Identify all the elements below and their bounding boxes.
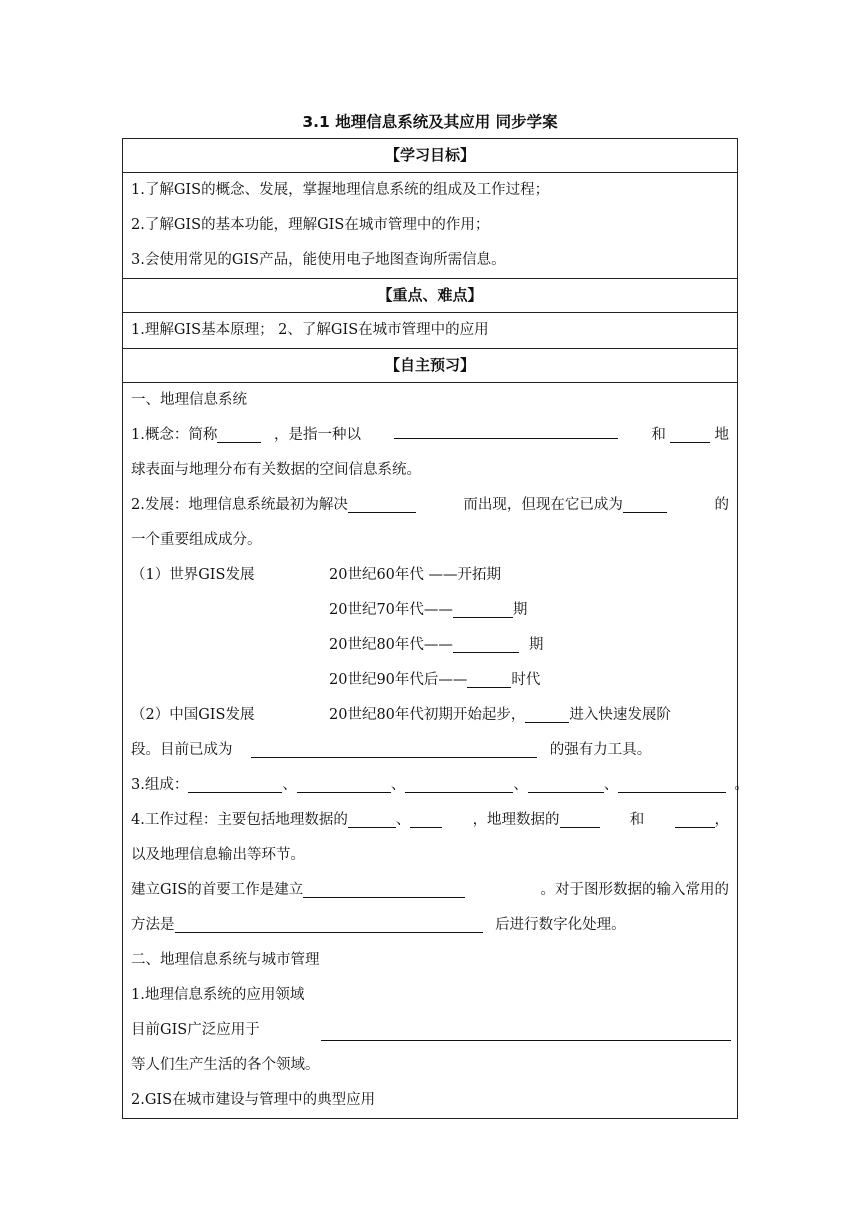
build-line [131,908,729,943]
blank [528,772,604,793]
concept-cont: 球表面与地理分布有关数据的空间信息系统。 [131,462,421,478]
blank [297,772,391,793]
proc-text: 4.工作过程：主要包括地理数据的 [131,812,348,828]
preview-header: 【自主预习】 [123,349,737,383]
blank [453,632,519,653]
develop-text: 而出现，但现在它已成为 [463,497,623,513]
comp-end: 。 [734,777,749,793]
comp-text: 3.组成： [131,777,189,793]
blank [405,772,513,793]
build-text: 方法是 [131,917,175,933]
goals-header: 【学习目标】 [123,139,737,173]
blank [348,807,396,828]
comp-sep: 、 [513,777,528,793]
comp-sep: 、 [282,777,297,793]
section-heading: 一、地理信息系统 [131,392,247,408]
blank [670,422,710,443]
blank [217,422,261,443]
blank [321,1020,731,1041]
blank [618,772,726,793]
blank [623,492,667,513]
focus-section [123,313,737,349]
world-era: 20世纪70年代—— [329,602,453,618]
blank [467,667,511,688]
focus-header: 【重点、难点】 [123,279,737,313]
build-text: 建立GIS的首要工作是建立 [131,882,304,898]
build-text: 。对于图形数据的输入常用的 [540,882,729,898]
subheading: 1.地理信息系统的应用领域 [131,987,305,1003]
blank [410,807,442,828]
develop-text: 2.发展：地理信息系统最初为解决 [131,497,348,513]
concept-text: 地 [714,427,729,443]
world-row [131,558,729,593]
concept-text: ，是指一种以 [273,427,361,443]
china-text: 20世纪80年代初期开始起步， [329,707,526,723]
proc-sep: 、 [395,812,411,828]
proc-text: 和 [629,812,645,828]
focus-text: 1.理解GIS基本原理； 2、了解GIS在城市管理中的应用 [131,322,489,338]
concept-line [131,418,729,453]
application-cont: 等人们生产生活的各个领域。 [131,1057,320,1073]
app-text: 目前GIS广泛应用于 [131,1022,260,1038]
proc-text: ， [714,812,729,828]
blank [175,912,483,933]
china-row [131,733,729,768]
process-line [131,803,729,838]
develop-text: 的 [714,497,729,513]
china-text: 的强有力工具。 [549,742,652,758]
develop-line [131,488,729,523]
goal-item: 2.了解GIS的基本功能，理解GIS在城市管理中的作用； [131,217,490,233]
blank [525,702,569,723]
build-text: 后进行数字化处理。 [495,917,626,933]
blank [251,737,537,758]
world-row [131,663,729,698]
worksheet-table [122,138,749,1119]
goals-section [123,173,737,279]
components-line [131,768,749,803]
doc-title: 3.1 地理信息系统及其应用 同步学案 [302,113,558,131]
blank [303,877,465,898]
build-line [131,873,729,908]
world-era: 20世纪60年代 ——开拓期 [329,567,502,583]
application-line [131,1013,729,1048]
preview-section [123,383,749,1118]
concept-text: 1.概念：简称 [131,427,218,443]
proc-text: ，地理数据的 [472,812,560,828]
china-row [131,698,729,733]
world-era: 时代 [511,672,541,688]
concept-text: 和 [651,427,666,443]
subheading: 2.GIS在城市建设与管理中的典型应用 [131,1092,376,1108]
comp-sep: 、 [603,777,619,793]
blank [453,597,513,618]
world-row [131,628,729,663]
world-era: 20世纪90年代后—— [329,672,468,688]
china-text: 段。目前已成为 [131,742,233,758]
world-row [131,593,729,628]
world-era: 期 [512,602,528,618]
blank [560,807,600,828]
goal-item: 3.会使用常见的GIS产品，能使用电子地图查询所需信息。 [131,252,506,268]
section-heading: 二、地理信息系统与城市管理 [131,952,320,968]
comp-sep: 、 [390,777,406,793]
process-cont: 以及地理信息输出等环节。 [131,847,305,863]
china-label: （2）中国GIS发展 [131,707,255,723]
blank [394,418,618,439]
develop-cont: 一个重要组成成分。 [131,532,262,548]
blank [675,807,715,828]
china-text: 进入快速发展阶 [569,707,671,723]
world-label: （1）世界GIS发展 [131,567,255,583]
blank [188,772,282,793]
world-era: 20世纪80年代—— [329,637,453,653]
blank [348,492,416,513]
world-era: 期 [528,637,544,653]
goal-item: 1.了解GIS的概念、发展，掌握地理信息系统的组成及工作过程； [131,182,550,198]
